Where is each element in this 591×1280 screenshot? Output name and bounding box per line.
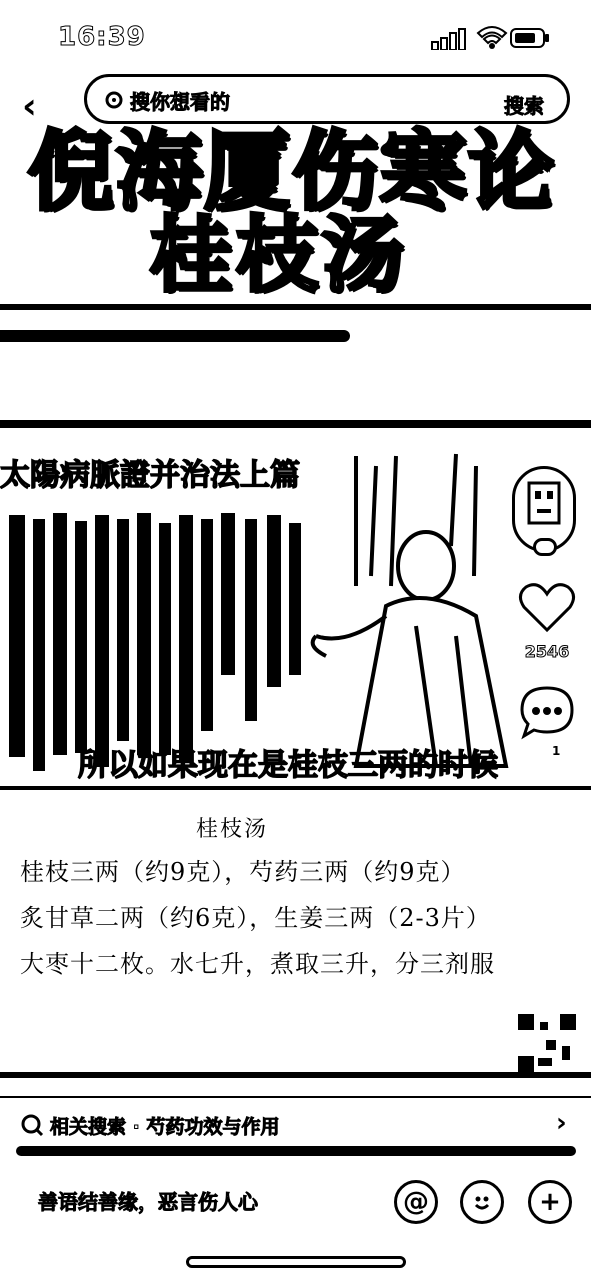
divider (0, 1096, 591, 1098)
video-title-line2: 桂枝汤 (150, 207, 409, 303)
video-subtitle: 所以如果现在是桂枝三两的时候 (78, 748, 498, 783)
related-search-link[interactable] (50, 1112, 280, 1139)
video-title-line1: 倪海厦伤寒论 (28, 121, 556, 222)
like-count: 2546 (524, 642, 570, 661)
divider (16, 1146, 576, 1156)
divider (0, 304, 591, 310)
follow-plus-icon[interactable] (533, 538, 557, 556)
recipe-line: 炙甘草二两（约6克），生姜三两（2-3片） (20, 904, 491, 932)
home-indicator[interactable] (186, 1256, 406, 1268)
book-chapter-title: 太陽病脈證并治法上篇 (0, 458, 300, 493)
wifi-icon (476, 24, 508, 50)
status-time: 16:39 (58, 22, 146, 52)
qr-code-image (516, 1012, 578, 1074)
divider (0, 1072, 591, 1078)
heart-icon[interactable] (518, 582, 576, 634)
related-search-label: 相关搜索 (50, 1116, 127, 1138)
divider (0, 420, 591, 428)
comment-icon[interactable] (518, 684, 576, 740)
comment-input[interactable]: 善语结善缘，恶言伤人心 (38, 1190, 258, 1214)
related-search-icon (20, 1113, 44, 1137)
add-icon[interactable]: + (528, 1180, 572, 1224)
progress-bar[interactable] (0, 330, 350, 342)
avatar-image (515, 469, 573, 549)
chevron-right-icon[interactable]: › (556, 1108, 567, 1138)
cellular-signal-icon (430, 28, 470, 50)
emoji-icon[interactable] (460, 1180, 504, 1224)
recipe-line: 大枣十二枚。水七升，煮取三升，分三剂服 (20, 950, 495, 978)
back-chevron-icon[interactable]: ‹ (22, 86, 37, 127)
search-button[interactable]: 搜索 (504, 94, 544, 118)
related-search-query: 芍药功效与作用 (146, 1116, 280, 1138)
recipe-title: 桂枝汤 (196, 817, 269, 842)
recipe-line: 桂枝三两（约9克），芍药三两（约9克） (20, 858, 466, 886)
subtitle-page: 1 (552, 744, 561, 758)
divider (0, 786, 591, 790)
mention-icon[interactable]: @ (394, 1180, 438, 1224)
battery-icon (510, 28, 550, 48)
related-search-separator: · (132, 1116, 140, 1138)
book-page-image (6, 510, 306, 772)
lecturer-image (296, 446, 516, 776)
emoji-face-icon (469, 1189, 495, 1215)
search-input[interactable]: 搜你想看的 (130, 90, 230, 114)
